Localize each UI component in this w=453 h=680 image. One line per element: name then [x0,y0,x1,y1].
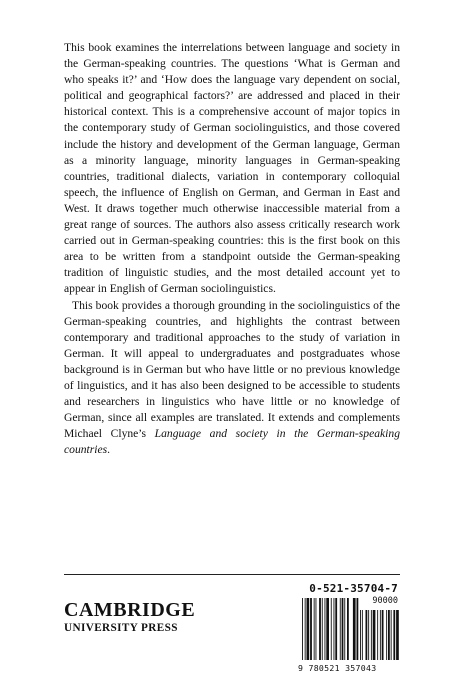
divider-rule [64,574,400,575]
paragraph-2-text: This book provides a thorough grounding in the sociolinguistics of the German-speaking countries, and highlights the contrast between contemporary and traditional approaches to the study of variation in German. It will appeal to undergraduates and postgraduates whose background is in German but who have little or no previous knowledge of linguistics, and it has also been designed to be accessible to students and researchers in linguistics who have little or no knowledge of German, since all examples are translated. It extends and complements Michael Clyne’s [64,298,400,441]
publisher-subname: UNIVERSITY PRESS [64,622,178,634]
blurb-text [64,40,400,458]
publisher-logo [64,600,195,635]
barcode-number: 9 780521 357043 [298,663,377,673]
addon-number: 90000 [372,596,398,606]
paragraph-1: This book examines the interrelations between language and society in the German-speaking countries. The questions ‘What is German and who speaks it?’ and ‘How does the language vary dependent on social, political and geographical factors?’ are addressed and placed in their historical context. This is a comprehensive account of major topics in the contemporary study of German sociolinguistics, and those covered include the history and development of the German language, German as a minority language, minority languages in German-speaking countries, traditional dialects, variation in contemporary colloquial speech, the influence of English on German, and German in East and West. It draws together much otherwise inaccessible material from a great range of sources. The authors also assess critically research work carried out in German-speaking countries: this is the first book on this area to be written from a standpoint outside the German-speaking tradition of linguistic studies, and the most detailed account yet to appear in English of German sociolinguistics. [64,41,400,296]
book-title: Language and society in the German-speaking countries [64,427,400,457]
publisher-name: CAMBRIDGE [64,599,196,621]
paragraph-2-end: . [107,443,111,457]
paragraph-2 [64,298,400,459]
isbn-label: 0-521-35704-7 [309,582,398,595]
barcode-icon [300,598,400,662]
